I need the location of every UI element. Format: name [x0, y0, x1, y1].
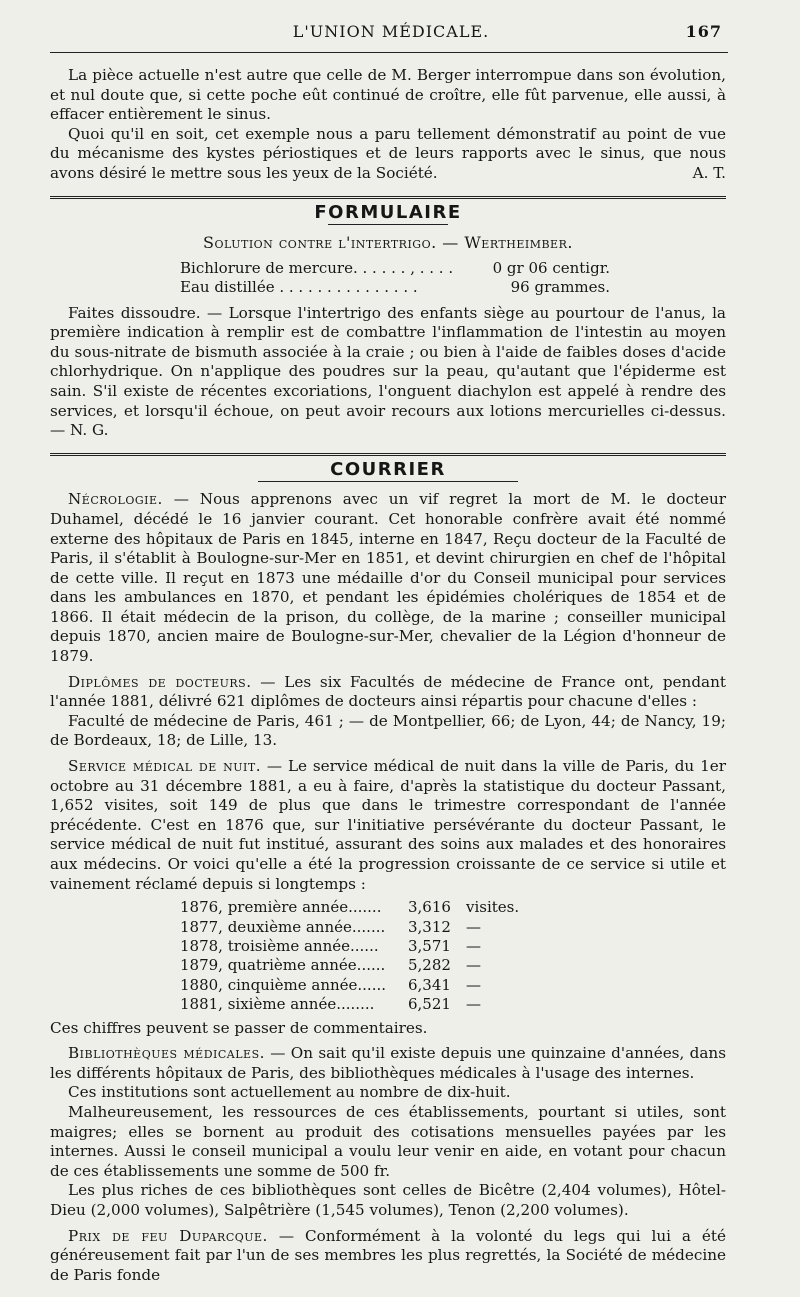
- biblio-paragraph: [50, 1044, 726, 1083]
- table-unit: —: [466, 956, 481, 975]
- biblio-paragraph-4: Les plus riches de ces bibliothèques sont celles de Bicêtre (2,404 volumes), Hôtel-Dieu (2,000 volumes), Salpêtrière (1,545 volumes), Tenon (2,200 volumes).: [50, 1181, 726, 1219]
- heading-underline: [328, 224, 448, 225]
- diplomes-text: — Les six Facultés de médecine de France ont, pendant l'année 1881, délivré 621 diplômes de docteurs ainsi répartis pour chacune d'elles :: [50, 672, 726, 711]
- prix-label: Prix de feu Duparcque.: [68, 1226, 268, 1245]
- courrier-heading: COURRIER: [330, 458, 446, 480]
- ingredient-name: Eau distillée . . . . . . . . . . . . . . .: [180, 278, 418, 297]
- formula-title: Solution contre l'intertrigo. — Wertheimber.: [203, 233, 573, 253]
- diplomes-paragraph: [50, 673, 726, 712]
- necrologie-text: — Nous apprenons avec un vif regret la mort de M. le docteur Duhamel, décédé le 16 janvier courant. Cet honorable confrère avait été nommé externe des hôpitaux de Paris en 1845, interne en 1847, Reçu docteur de la Faculté de Paris, il s'établit à Boulogne-sur-Mer en 1851, et devint chirurgien en chef de l'hôpital de cette ville. Il reçut en 1873 une médaille d'or du Conseil municipal pour services dans les ambulances en 1870, et pendant les épidémies cholériques de 1854 et de 1866. Il était médecin de la prison, du collège, de la marine ; conseiller municipal depuis 1870, ancien maire de Boulogne-sur-Mer, chevalier de la Légion d'honneur de 1879.: [50, 490, 726, 666]
- table-row: [180, 995, 726, 1014]
- intro-paragraph-2: [50, 125, 726, 184]
- prix-paragraph: [50, 1227, 726, 1286]
- biblio-paragraph-2: Ces institutions sont actuellement au nombre de dix-huit.: [68, 1083, 511, 1102]
- ingredient-quantity: 96 grammes.: [510, 278, 610, 297]
- table-year: 1877, deuxième année.......: [180, 917, 386, 936]
- biblio-paragraph-3: Malheureusement, les ressources de ces établissements, pourtant si utiles, sont maigres; elles se bornent au produit des cotisations mensuelles payées par les internes. Aussi le conseil municipal a voulu leur venir en aide, en votant pour chacun de ces établissements une somme de 500 fr.: [50, 1103, 726, 1180]
- header-rule: [50, 52, 728, 53]
- table-value: 6,521: [408, 995, 451, 1014]
- table-row: [180, 956, 726, 975]
- body-column: [50, 66, 726, 1285]
- formulaire-heading: FORMULAIRE: [314, 201, 462, 223]
- diplomes-label: Diplômes de docteurs.: [68, 672, 252, 691]
- ingredient-row: [180, 259, 610, 278]
- necrologie-paragraph: [50, 490, 726, 666]
- table-row: [180, 898, 726, 917]
- service-after: Ces chiffres peuvent se passer de commentaires.: [50, 1018, 428, 1037]
- table-value: 5,282: [408, 956, 451, 975]
- necrologie-label: Nécrologie.: [68, 490, 163, 509]
- table-unit: visites.: [466, 898, 520, 917]
- ingredient-name: Bichlorure de mercure. . . . . . , . . . .: [180, 258, 454, 277]
- intro-paragraph-2-text: Quoi qu'il en soit, cet exemple nous a paru tellement démonstratif au point de vue du mécanisme des kystes périostiques et de leurs rapports avec le sinus, que nous avons désiré le mettre sous les yeux de la Société.: [50, 124, 726, 182]
- table-value: 3,571: [408, 937, 451, 955]
- table-unit: —: [466, 975, 481, 994]
- page-number: 167: [685, 22, 722, 41]
- ingredient-quantity: 0 gr 06 centigr.: [492, 258, 610, 277]
- table-row: [180, 976, 726, 995]
- table-unit: —: [466, 995, 481, 1014]
- ingredient-row: [180, 278, 610, 297]
- table-row: [180, 918, 726, 937]
- table-value: 3,312: [408, 917, 451, 936]
- heading-underline: [258, 481, 518, 482]
- table-year: 1878, troisième année......: [180, 937, 379, 955]
- table-value: 3,616: [408, 898, 451, 917]
- service-label: Service médical de nuit.: [68, 757, 262, 776]
- table-year: 1879, quatrième année......: [180, 956, 386, 975]
- formula-text: Faites dissoudre. — Lorsque l'intertrigo des enfants siège au pourtour de l'anus, la première indication à remplir est de combattre l'inflammation de l'intestin au moyen du sous-nitrate de bismuth associée à la craie ; ou bien à l'aide de faibles doses d'acide chlorhydrique. On n'applique des poudres sur la peau, qu'autant que l'épiderme est sain. S'il existe de récentes excoriations, l'onguent diachylon est appelé à rendre des services, et lorsqu'il échoue, on peut avoir recours aux lotions mercurielles ci-dessus. — N. G.: [50, 303, 726, 440]
- intro-paragraph-1: La pièce actuelle n'est autre que celle de M. Berger interrompue dans son évolution, et nul doute que, si cette poche eût continué de croître, elle fût parvenue, elle aussi, à effacer entièrement le sinus.: [50, 66, 726, 124]
- table-unit: —: [466, 917, 481, 936]
- table-year: 1880, cinquième année......: [180, 975, 387, 994]
- journal-title: L'UNION MÉDICALE.: [292, 22, 490, 41]
- table-year: 1876, première année.......: [180, 898, 382, 917]
- diplomes-detail: Faculté de médecine de Paris, 461 ; — de Montpellier, 66; de Lyon, 44; de Nancy, 19; de Bordeaux, 18; de Lille, 13.: [50, 711, 726, 750]
- section-divider: [50, 453, 726, 456]
- biblio-text: — On sait qu'il existe depuis une quinzaine d'années, dans les différents hôpitaux de Paris, des bibliothèques médicales à l'usage des internes.: [50, 1044, 726, 1082]
- table-year: 1881, sixième année........: [180, 995, 375, 1014]
- biblio-label: Bibliothèques médicales.: [68, 1044, 265, 1063]
- table-row: [180, 937, 726, 956]
- intro-signature: A. T.: [692, 163, 726, 182]
- table-unit: —: [466, 937, 481, 955]
- table-value: 6,341: [408, 975, 451, 994]
- section-divider: [50, 196, 726, 199]
- service-table: [180, 898, 726, 1014]
- service-paragraph: [50, 757, 726, 894]
- formula-ingredients: [180, 259, 610, 298]
- prix-text: — Conformément à la volonté du legs qui lui a été généreusement fait par l'un de ses membres les plus regrettés, la Société de médecine de Paris fonde: [50, 1226, 726, 1284]
- running-header: [60, 22, 722, 48]
- service-text: — Le service médical de nuit dans la ville de Paris, du 1er octobre au 31 décembre 1881, a eu à faire, d'après la statistique du docteur Passant, 1,652 visites, soit 149 de plus que dans le trimestre correspondant de l'année précédente. C'est en 1876 que, sur l'initiative persévérante du docteur Passant, le service médical de nuit fut institué, assurant des soins aux malades et des honoraires aux médecins. Or voici qu'elle a été la progression croissante de ce service si utile et vainement réclamé depuis si longtemps :: [50, 757, 726, 893]
